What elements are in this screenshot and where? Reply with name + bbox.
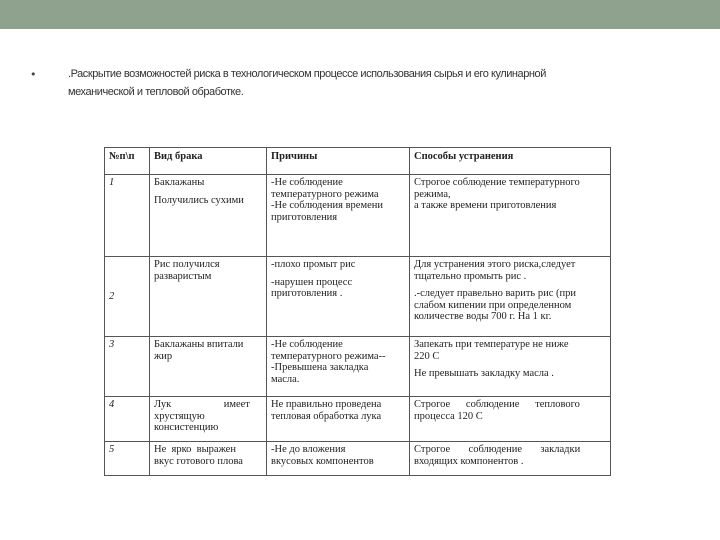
cell-line: тепловая обработка лука [271,410,382,422]
top-color-bar [0,0,720,29]
cell-line: -Не соблюдение [271,177,343,188]
risk-table [104,147,611,476]
cell-line: Запекать при температуре не ниже [414,339,569,350]
cell-line: процесса 120 С [414,410,483,422]
table-row [105,397,611,442]
heading-line: .Раскрытие возможностей риска в технологическом процессе использования сырья и его кулинарной [68,68,546,80]
cell-line: вкусовых компонентов [271,455,374,467]
header-fixes: Способы устранения [410,148,611,175]
cell-line: температурного режима [271,188,379,200]
fixes-cell [410,257,611,337]
cell-line: Баклажаны впитали [154,339,244,350]
cell-line: Баклажаны [154,177,205,188]
defect-cell [150,175,267,257]
cell-line: 220 С [414,350,440,362]
bullet-marker: • [30,68,37,81]
cell-line: количестве воды 700 г. На 1 кг. [414,311,552,322]
cell-line: температурного режима-- [271,350,386,362]
fixes-cell [410,175,611,257]
cell-line: Строгое соблюдение закладки [414,444,581,455]
causes-cell [267,337,410,397]
row-number: 2 [105,257,150,337]
table-row [105,175,611,257]
row-number: 3 [105,337,150,397]
fixes-cell [410,442,611,476]
cell-line: разваристым [154,270,212,282]
cell-line: Не ярко выражен [154,444,236,455]
causes-cell [267,442,410,476]
causes-cell [267,257,410,337]
causes-cell [267,397,410,442]
cell-line: тщательно промыть рис . [414,270,527,282]
heading-line: механической и тепловой обработке. [68,86,244,98]
cell-line: слабом кипении при определенном [414,299,572,311]
cell-line: масла. [271,373,300,385]
cell-line: Не превышать закладку масла . [414,368,554,379]
row-number: 5 [105,442,150,476]
cell-line: -плохо промыт рис [271,259,356,270]
table-row [105,442,611,476]
cell-line: Для устранения этого риска,следует [414,259,576,270]
cell-line: консистенцию [154,422,219,433]
cell-line: хрустящую [154,410,205,422]
cell-line: -Превышена закладка [271,362,369,373]
cell-line: жир [154,350,173,362]
cell-line: а также времени приготовления [414,200,557,211]
cell-line: -Не соблюдения времени [271,200,384,211]
cell-line: Строгое соблюдение теплового [414,399,580,410]
cell-line: -Не соблюдение [271,339,343,350]
row-number: 1 [105,175,150,257]
row-number: 4 [105,397,150,442]
cell-line: режима, [414,188,451,200]
defect-cell [150,397,267,442]
cell-line: .-следует правельно варить рис (при [414,288,576,299]
fixes-cell [410,397,611,442]
table-header-row [105,148,611,175]
header-num: №п\п [105,148,150,175]
table-row [105,337,611,397]
cell-line: приготовления . [271,288,343,299]
cell-line: Строгое соблюдение температурного [414,177,580,188]
cell-line: -Не до вложения [271,444,346,455]
header-defect: Вид брака [150,148,267,175]
cell-line: приготовления [271,211,338,223]
defect-cell [150,257,267,337]
cell-line: Рис получился [154,259,220,270]
fixes-cell [410,337,611,397]
cell-line: вкус готового плова [154,455,243,467]
cell-line: входящих компонентов . [414,455,524,467]
cell-line: Лук имеет [154,399,250,410]
defect-cell [150,337,267,397]
cell-line: Получились сухими [154,194,244,206]
causes-cell [267,175,410,257]
cell-line: Не правильно проведена [271,399,382,410]
cell-line: -нарушен процесс [271,276,353,288]
table-row [105,257,611,337]
slide-heading [68,65,668,101]
header-causes: Причины [267,148,410,175]
defect-cell [150,442,267,476]
